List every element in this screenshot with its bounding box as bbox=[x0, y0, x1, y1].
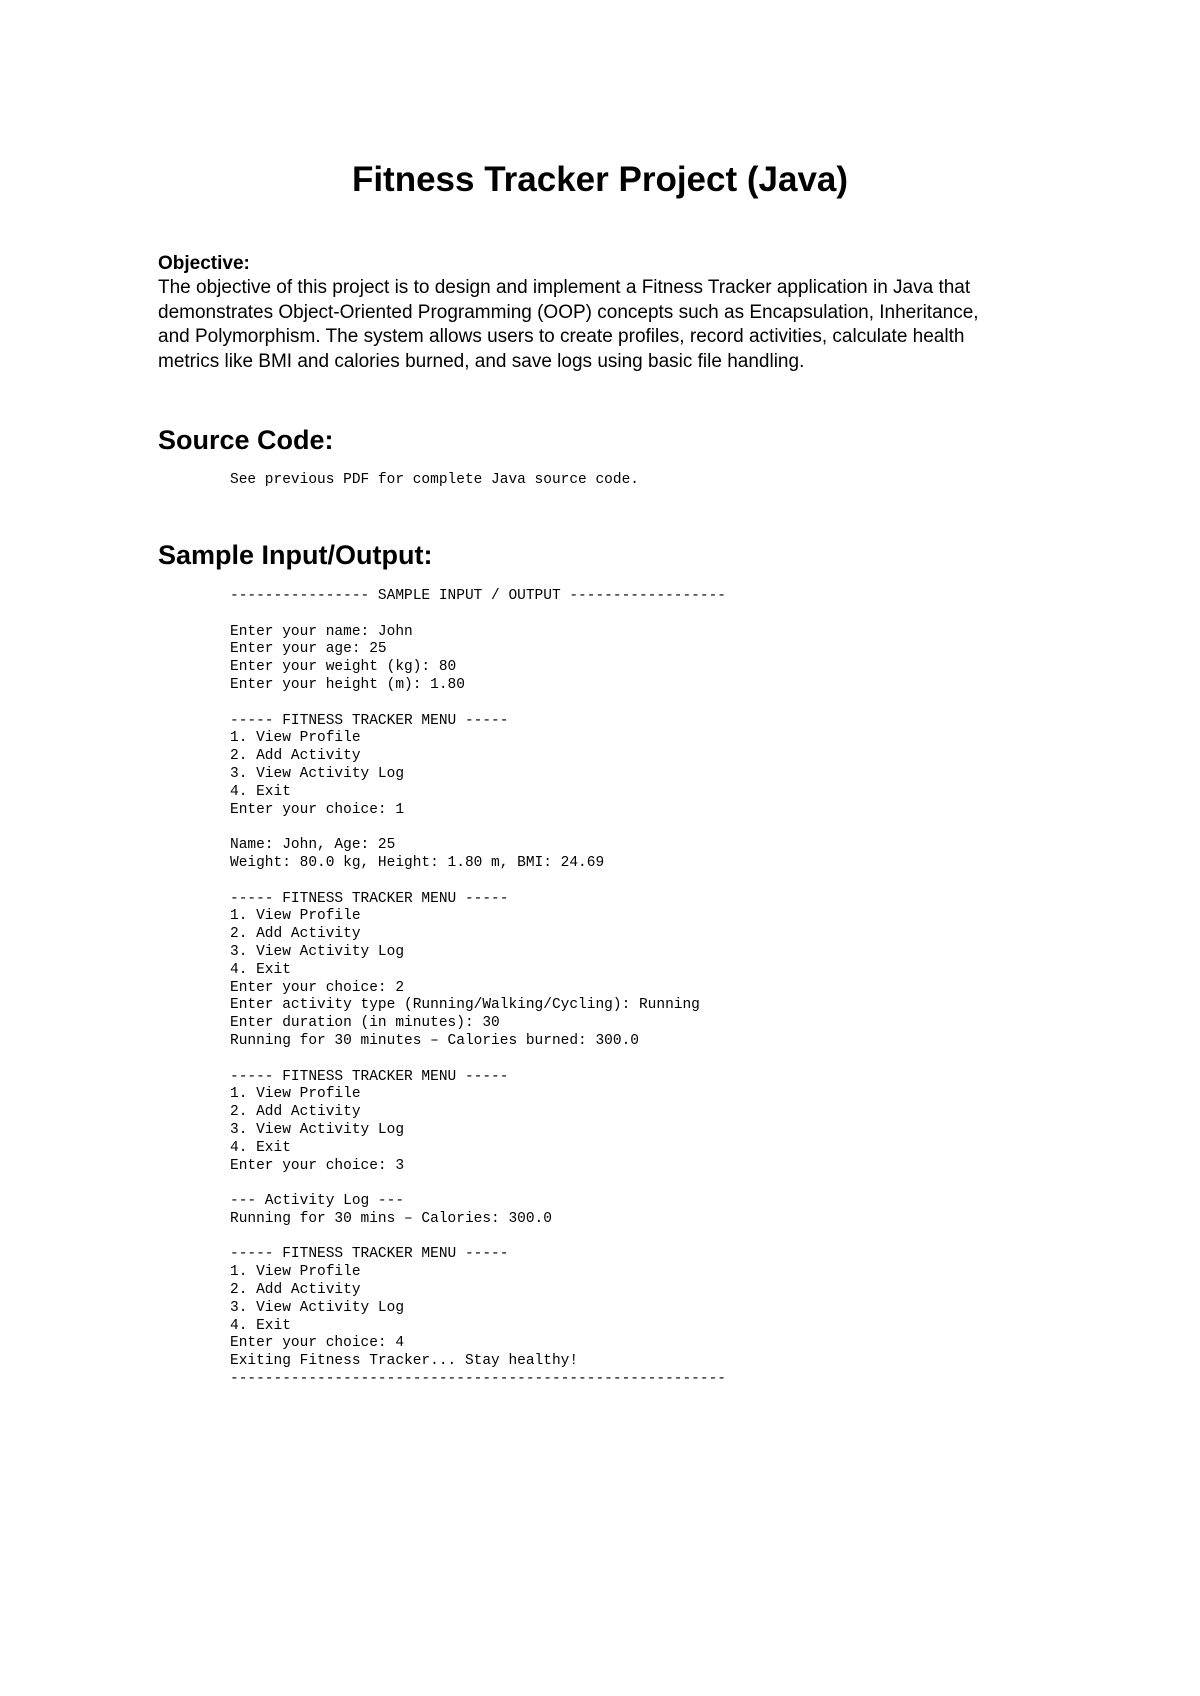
objective-label: Objective: bbox=[158, 253, 250, 274]
console-line: Enter your age: 25 bbox=[230, 641, 387, 658]
console-line: 2. Add Activity bbox=[230, 926, 361, 943]
objective-line: and Polymorphism. The system allows users to create profiles, record activities, calculate health bbox=[158, 326, 965, 347]
console-line: Enter your choice: 3 bbox=[230, 1157, 405, 1174]
objective-line: metrics like BMI and calories burned, and save logs using basic file handling. bbox=[158, 350, 805, 372]
console-line: 1. View Profile bbox=[230, 1086, 361, 1103]
console-line: 3. View Activity Log bbox=[230, 1299, 405, 1316]
console-line: Running for 30 minutes – Calories burned: 300.0 bbox=[230, 1032, 639, 1049]
console-line: 4. Exit bbox=[230, 961, 291, 978]
console-line bbox=[230, 1175, 726, 1193]
objective-line: The objective of this project is to design and implement a Fitness Tracker application in Java that bbox=[158, 277, 971, 298]
console-line bbox=[230, 1051, 726, 1069]
console-line: --- Activity Log --- bbox=[230, 1193, 405, 1210]
console-line: ----- FITNESS TRACKER MENU ----- bbox=[230, 1068, 509, 1085]
console-line: 1. View Profile bbox=[230, 730, 361, 747]
console-line: 4. Exit bbox=[230, 1317, 291, 1334]
console-line: ---------------- SAMPLE INPUT / OUTPUT ------------------ bbox=[230, 588, 726, 604]
page-title: Fitness Tracker Project (Java) bbox=[351, 160, 849, 199]
console-line bbox=[230, 819, 726, 837]
console-line: 3. View Activity Log bbox=[230, 1121, 405, 1138]
source-code-heading: Source Code: bbox=[158, 425, 334, 455]
console-line: 2. Add Activity bbox=[230, 1104, 361, 1121]
console-line: 2. Add Activity bbox=[230, 748, 361, 765]
console-line bbox=[230, 1229, 726, 1247]
console-line: Enter your choice: 2 bbox=[230, 979, 405, 996]
objective-line: demonstrates Object-Oriented Programming (OOP) concepts such as Encapsulation, Inheritance, bbox=[158, 301, 979, 323]
console-line: Enter your name: John bbox=[230, 623, 413, 640]
console-line: 4. Exit bbox=[230, 783, 291, 800]
console-line bbox=[230, 873, 726, 891]
console-line: Running for 30 mins – Calories: 300.0 bbox=[230, 1210, 552, 1227]
console-line: Weight: 80.0 kg, Height: 1.80 m, BMI: 24.69 bbox=[230, 854, 605, 871]
console-line: Enter your weight (kg): 80 bbox=[230, 659, 457, 676]
console-line: ----- FITNESS TRACKER MENU ----- bbox=[230, 890, 509, 907]
objective-paragraph bbox=[158, 276, 1058, 374]
console-line bbox=[230, 695, 726, 713]
console-line: 2. Add Activity bbox=[230, 1282, 361, 1299]
console-line: Enter your height (m): 1.80 bbox=[230, 676, 465, 693]
sample-io-heading: Sample Input/Output: bbox=[158, 540, 433, 570]
console-line: Enter your choice: 4 bbox=[230, 1335, 405, 1352]
source-code-note: See previous PDF for complete Java source code. bbox=[230, 472, 639, 488]
sample-io-console bbox=[230, 588, 726, 1389]
console-line: 1. View Profile bbox=[230, 908, 361, 925]
console-line: 3. View Activity Log bbox=[230, 943, 405, 960]
console-line: 3. View Activity Log bbox=[230, 765, 405, 782]
console-line: ----- FITNESS TRACKER MENU ----- bbox=[230, 712, 509, 729]
console-line: --------------------------------------------------------- bbox=[230, 1371, 726, 1388]
console-line: 4. Exit bbox=[230, 1139, 291, 1156]
console-line: Exiting Fitness Tracker... Stay healthy! bbox=[230, 1353, 579, 1370]
console-line: Enter your choice: 1 bbox=[230, 801, 405, 818]
console-line: ----- FITNESS TRACKER MENU ----- bbox=[230, 1246, 509, 1263]
console-line: 1. View Profile bbox=[230, 1264, 361, 1281]
console-line: Enter activity type (Running/Walking/Cycling): Running bbox=[230, 997, 700, 1014]
console-line bbox=[230, 606, 726, 624]
console-line: Name: John, Age: 25 bbox=[230, 837, 396, 854]
console-line: Enter duration (in minutes): 30 bbox=[230, 1015, 500, 1032]
